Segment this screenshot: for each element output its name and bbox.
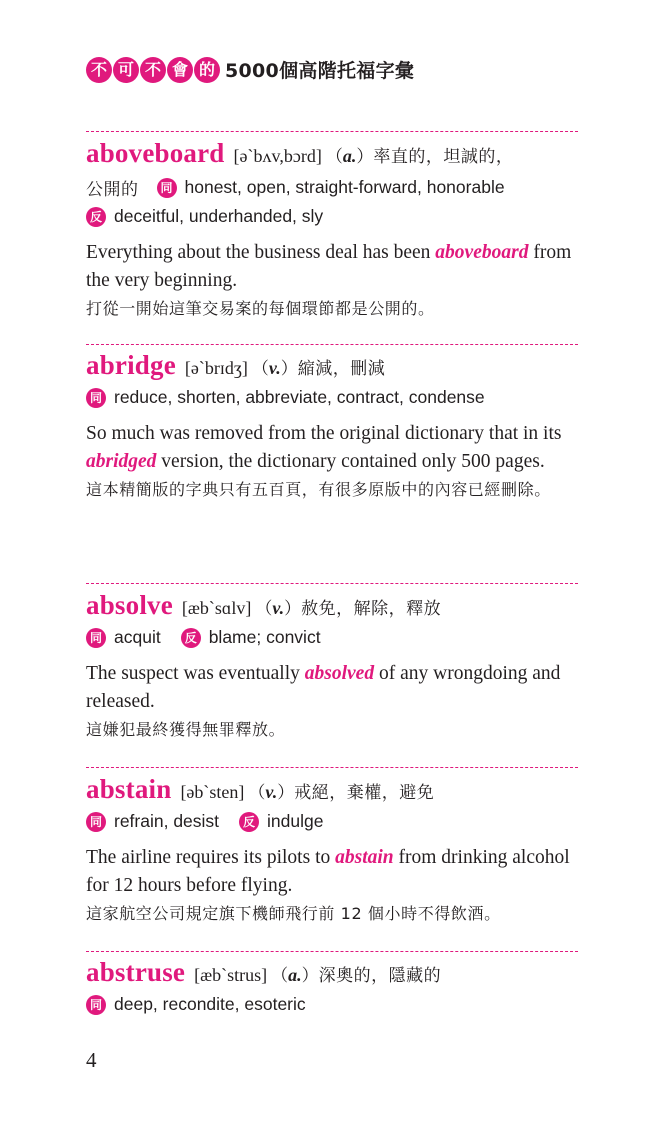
headword: aboveboard — [86, 138, 225, 168]
example-sentence: The suspect was eventually absolved of any wrongdoing and released. — [86, 663, 561, 712]
antonyms: deceitful, underhanded, sly — [114, 206, 324, 226]
phonetic: [æbˋsɑlv] — [181, 598, 252, 618]
meaning: 深奧的，隱藏的 — [318, 966, 442, 986]
header-badge-5: 的 — [194, 57, 220, 83]
example-keyword: abstain — [335, 847, 394, 868]
headword: abridge — [86, 350, 176, 380]
part-of-speech: （v.） — [251, 358, 298, 379]
part-of-speech: （a.） — [271, 965, 319, 986]
translation: 這嫌犯最終獲得無罪釋放。 — [86, 720, 286, 739]
synonym-badge: 同 — [86, 628, 106, 648]
phonetic: [əˋbrɪdʒ] — [184, 358, 248, 378]
entry-divider — [86, 767, 578, 768]
entry-divider — [86, 583, 578, 584]
running-header — [86, 56, 414, 83]
synonyms: refrain, desist — [114, 811, 220, 831]
entry-abridge — [86, 350, 578, 504]
entry-divider — [86, 131, 578, 132]
antonym-badge: 反 — [181, 628, 201, 648]
header-badge-1: 不 — [86, 57, 112, 83]
entry-divider — [86, 951, 578, 952]
meaning: 縮減，刪減 — [297, 359, 386, 379]
synonym-badge: 同 — [157, 178, 177, 198]
antonym-badge: 反 — [239, 812, 259, 832]
meaning: 赦免，解除，釋放 — [301, 599, 442, 619]
part-of-speech: （a.） — [325, 146, 374, 167]
synonyms: reduce, shorten, abbreviate, contract, condense — [114, 387, 485, 407]
headword: abstain — [86, 774, 172, 804]
part-of-speech: （v.） — [248, 782, 295, 803]
entry-abstain — [86, 774, 578, 928]
synonym-badge: 同 — [86, 812, 106, 832]
synonyms: honest, open, straight-forward, honorable — [184, 177, 505, 197]
headword: absolve — [86, 590, 173, 620]
meaning: 率直的，坦誠的， — [373, 147, 514, 167]
synonym-badge: 同 — [86, 995, 106, 1015]
part-of-speech: （v.） — [255, 598, 302, 619]
antonym-badge: 反 — [86, 207, 106, 227]
example-sentence: The airline requires its pilots to abstain from drinking alcohol for 12 hours before flying. — [86, 847, 570, 896]
entry-aboveboard — [86, 138, 578, 323]
entry-abstruse — [86, 957, 578, 1015]
translation: 打從一開始這筆交易案的每個環節都是公開的。 — [86, 299, 435, 318]
synonym-badge: 同 — [86, 388, 106, 408]
book-title: 5000個高階托福字彙 — [225, 60, 415, 82]
header-badge-3: 不 — [140, 57, 166, 83]
phonetic: [əˋbʌv,bɔrd] — [233, 146, 322, 166]
translation: 這本精簡版的字典只有五百頁，有很多原版中的內容已經刪除。 — [86, 480, 551, 499]
headword: abstruse — [86, 957, 186, 987]
meaning: 戒絕，棄權，避免 — [294, 783, 435, 803]
synonyms: deep, recondite, esoteric — [114, 994, 306, 1014]
example-keyword: absolved — [304, 663, 375, 684]
example-sentence: Everything about the business deal has been aboveboard from the very beginning. — [86, 242, 572, 291]
antonyms: indulge — [267, 811, 324, 831]
page-number: 4 — [86, 1048, 97, 1072]
phonetic: [əbˋsten] — [180, 782, 245, 802]
entry-divider — [86, 344, 578, 345]
example-sentence: So much was removed from the original dictionary that in its abridged version, the dictionary contained only 500 pages. — [86, 423, 562, 472]
meaning-continued: 公開的 — [86, 180, 139, 200]
example-keyword: abridged — [86, 451, 157, 472]
header-badge-4: 會 — [167, 57, 193, 83]
entry-absolve — [86, 590, 578, 744]
example-keyword: aboveboard — [435, 242, 529, 263]
synonyms: acquit — [114, 627, 161, 647]
phonetic: [æbˋstrus] — [194, 965, 268, 985]
translation: 這家航空公司規定旗下機師飛行前 12 個小時不得飲酒。 — [86, 904, 501, 923]
header-badge-2: 可 — [113, 57, 139, 83]
antonyms: blame; convict — [208, 627, 321, 647]
